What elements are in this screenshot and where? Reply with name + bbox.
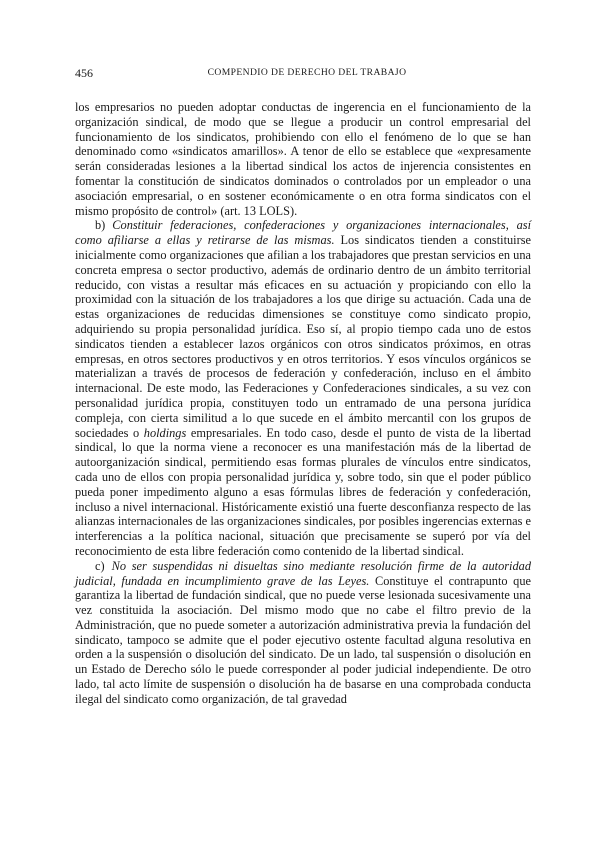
paragraph-text: Los sindicatos tienden a constituirse inicialmente como organizaciones que afilian a los trabajadores que prestan servicios en una concreta empresa o sector productivo, además de ordinario dentro de un ámbito territorial reducido, con vistas a resultar más eficaces en su actuación y propiciando con ello la proximidad con la situación de los trabajadores a los que dirige su actuación. Cada una de estas organizaciones de reducidas dimensiones se constituye como sindicato propio, adquiriendo su propia personalidad jurídica. Eso sí, al propio tiempo cada uno de estos sindicatos tienden a establecer lazos orgánicos con otros sindicatos próximos, en otras empresas, en otros sectores productivos y en otros territorios. Y esos vínculos orgánicos se materializan a través de procesos de federación y confederación, incluso en el ámbito internacional. De este modo, las Federaciones y Confederaciones sindicales, a su vez con personalidad jurídica propia, constituyen todo un entramado de una persona jurídica compleja, con cierta similitud a lo que sucede en el ámbito mercantil con los grupos de sociedades o [75, 233, 531, 440]
paragraph-intro [75, 100, 531, 218]
item-marker: c) [95, 558, 105, 573]
item-heading: No ser suspendidas ni disueltas sino mediante resolución firme de la autoridad judicial, fundada en incumplimiento grave de las Leyes. [75, 558, 531, 588]
paragraph-item-b [75, 218, 531, 558]
paragraph-item-c [75, 559, 531, 707]
page-number: 456 [75, 66, 93, 80]
running-title: COMPENDIO DE DERECHO DEL TRABAJO [207, 67, 407, 78]
paragraph-text: empresariales. En todo caso, desde el punto de vista de la libertad sindical, lo que la norma viene a reconocer es una manifestación más de la libertad de autoorganización sindical, permitiendo esas formas plurales de vínculos entre sindicatos, cada uno de ellos con propia personalidad jurídica y, sobre todo, sin que el poder público pueda poner impedimento alguno a esas fórmulas libres de federación y confederación, incluso a nivel internacional. Históricamente existió una fuerte desconfianza respecto de las alianzas internacionales de las organizaciones sindicales, por posibles ingerencias externas e interferencias a la política nacional, situación que precisamente se superó por vía del reconocimiento de esta libre federación como contenido de la libertad sindical. [75, 425, 531, 558]
document-page [75, 66, 531, 707]
running-header [75, 66, 531, 84]
item-marker: b) [95, 218, 106, 233]
paragraph-text: los empresarios no pueden adoptar conductas de ingerencia en el funcionamiento de la organización sindical, de modo que se llegue a producir un control empresarial del funcionamiento de los sindicatos, prohibiendo con ello el fenómeno de lo que se han denominado como «sindicatos amarillos». A tenor de ello se establece que «expresamente serán consideradas lesiones a la libertad sindical los actos de injerencia consistentes en fomentar la constitución de sindicatos dominados o controlados por un empleador o una asociación empresarial, o en sostener económicamente o en otra forma sindicatos con el mismo propósito de control» (art. 13 LOLS). [75, 100, 531, 218]
italic-term: holdings [143, 425, 187, 440]
paragraph-text: Constituye el contrapunto que garantiza la libertad de fundación sindical, que no puede verse lesionada sucesivamente una vez constituida la asociación. Del mismo modo que no cabe el filtro previo de la Administración, que no puede someter a autorización administrativa previa la fundación del sindicato, tampoco se admite que el poder ejecutivo ostente facultad alguna resolutiva en orden a la suspensión o disolución del sindicato. De un lado, tal suspensión o disolución en un Estado de Derecho sólo le puede corresponder al poder judicial independiente. De otro lado, tal acto límite de suspensión o disolución ha de basarse en una comprobada conducta ilegal del sindicato como organización, de tal gravedad [75, 573, 532, 706]
item-heading: Constituir federaciones, confederaciones y organizaciones internacionales, así como afiliarse a ellas y retirarse de las mismas. [75, 218, 531, 248]
body-text [75, 100, 531, 707]
